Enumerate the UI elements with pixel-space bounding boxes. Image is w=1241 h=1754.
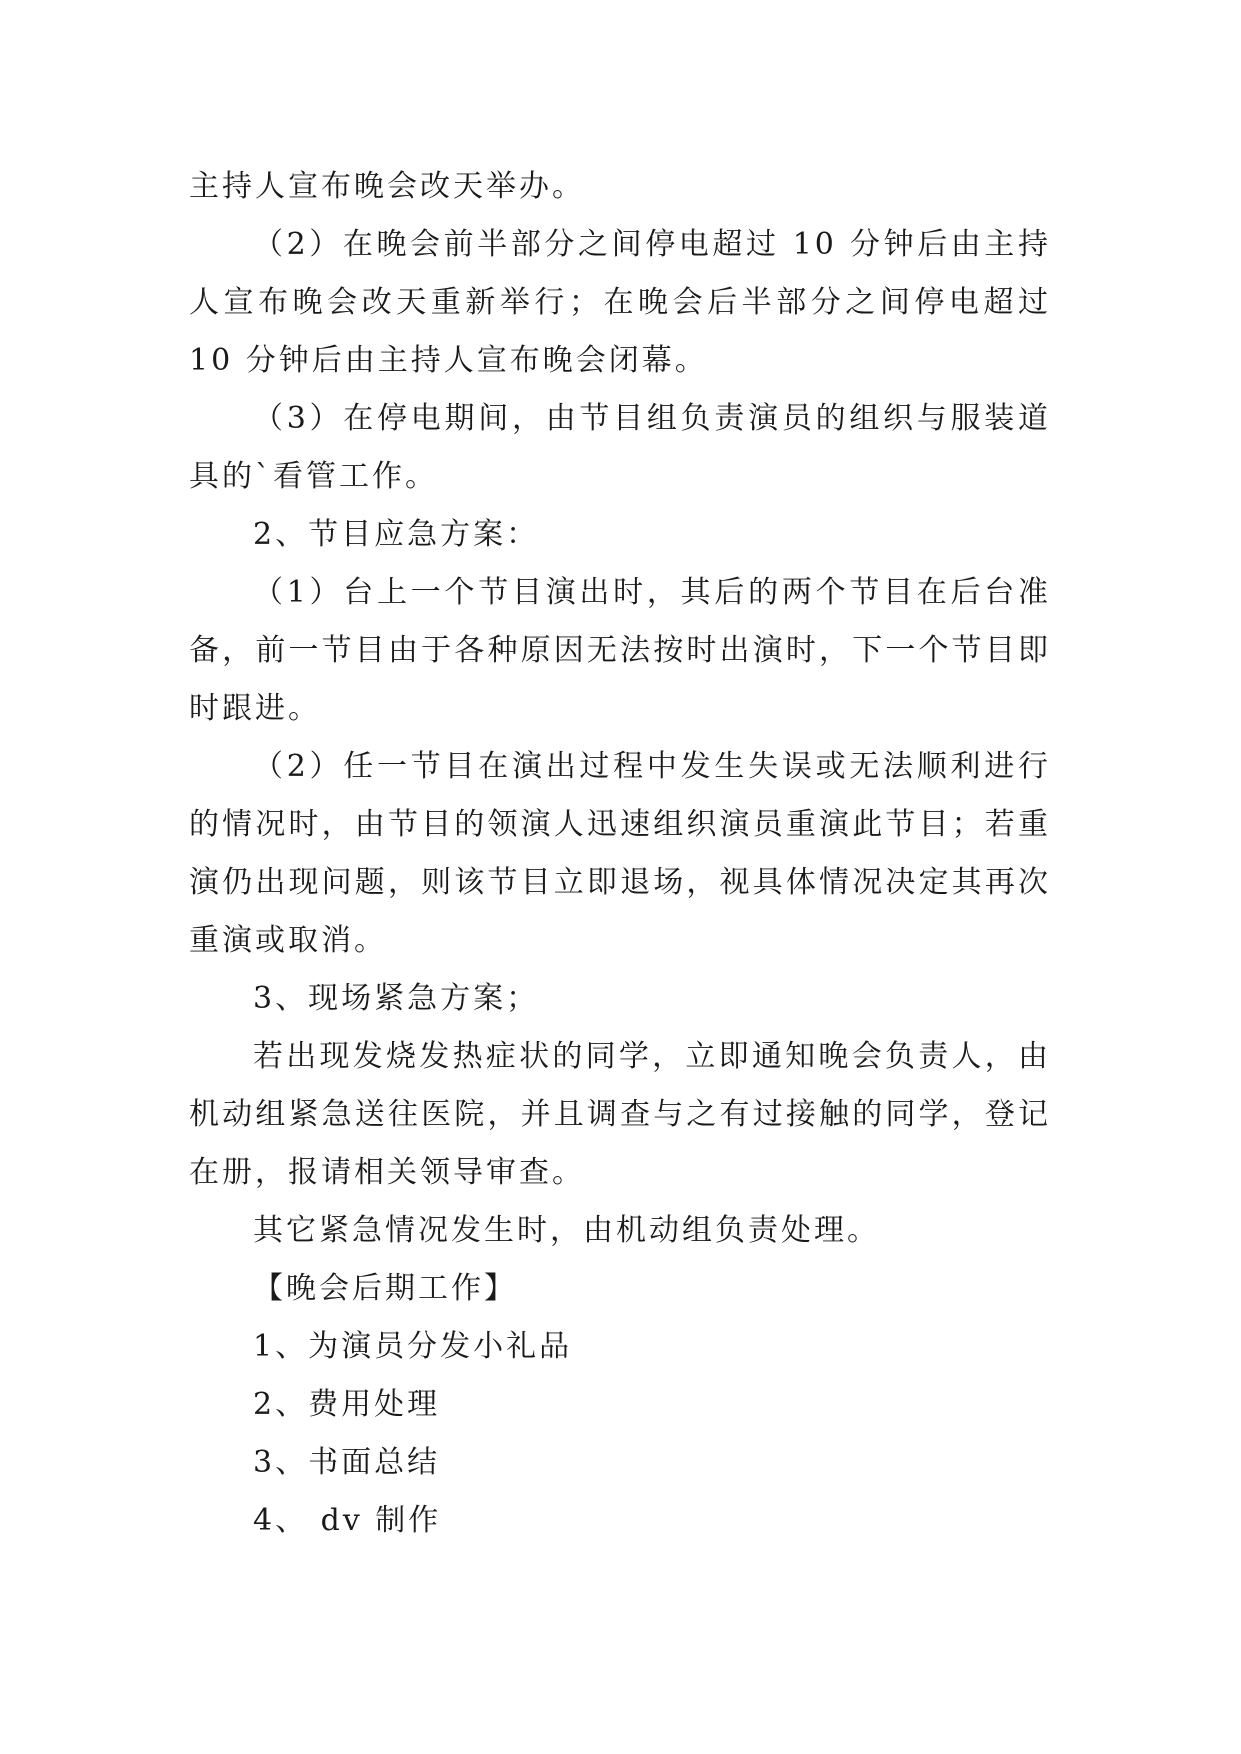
- paragraph-6: （2）任一节目在演出过程中发生失误或无法顺利进行的情况时，由节目的领演人迅速组织演员重演此节目；若重演仍出现问题，则该节目立即退场，视具体情况决定其再次重演或取消。: [189, 749, 1051, 958]
- list-item-3: 3、书面总结: [253, 1445, 441, 1480]
- section-heading-emergency-plan: 3、现场紧急方案；: [253, 981, 540, 1016]
- paragraph-5: （1）台上一个节目演出时，其后的两个节目在后台准备，前一节目由于各种原因无法按时出演时，下一个节目即时跟进。: [189, 575, 1051, 726]
- section-heading-post-event: 【晚会后期工作】: [253, 1271, 517, 1306]
- list-item-1: 1、为演员分发小礼品: [253, 1329, 573, 1364]
- list-item-2: 2、费用处理: [253, 1387, 441, 1422]
- list-item-4: 4、 dv 制作: [253, 1503, 442, 1538]
- section-heading-program-plan: 2、节目应急方案：: [253, 517, 540, 552]
- paragraph-3: （3）在停电期间，由节目组负责演员的组织与服装道具的`看管工作。: [189, 401, 1051, 494]
- document-body: [189, 158, 1051, 1550]
- paragraph-1: 主持人宣布晚会改天举办。: [189, 169, 585, 204]
- paragraph-9: 其它紧急情况发生时，由机动组负责处理。: [253, 1213, 880, 1248]
- paragraph-2: （2）在晚会前半部分之间停电超过 10 分钟后由主持人宣布晚会改天重新举行；在晚会后半部分之间停电超过 10 分钟后由主持人宣布晚会闭幕。: [189, 227, 1051, 378]
- paragraph-8: 若出现发烧发热症状的同学，立即通知晚会负责人，由机动组紧急送往医院，并且调查与之有过接触的同学，登记在册，报请相关领导审查。: [189, 1039, 1051, 1190]
